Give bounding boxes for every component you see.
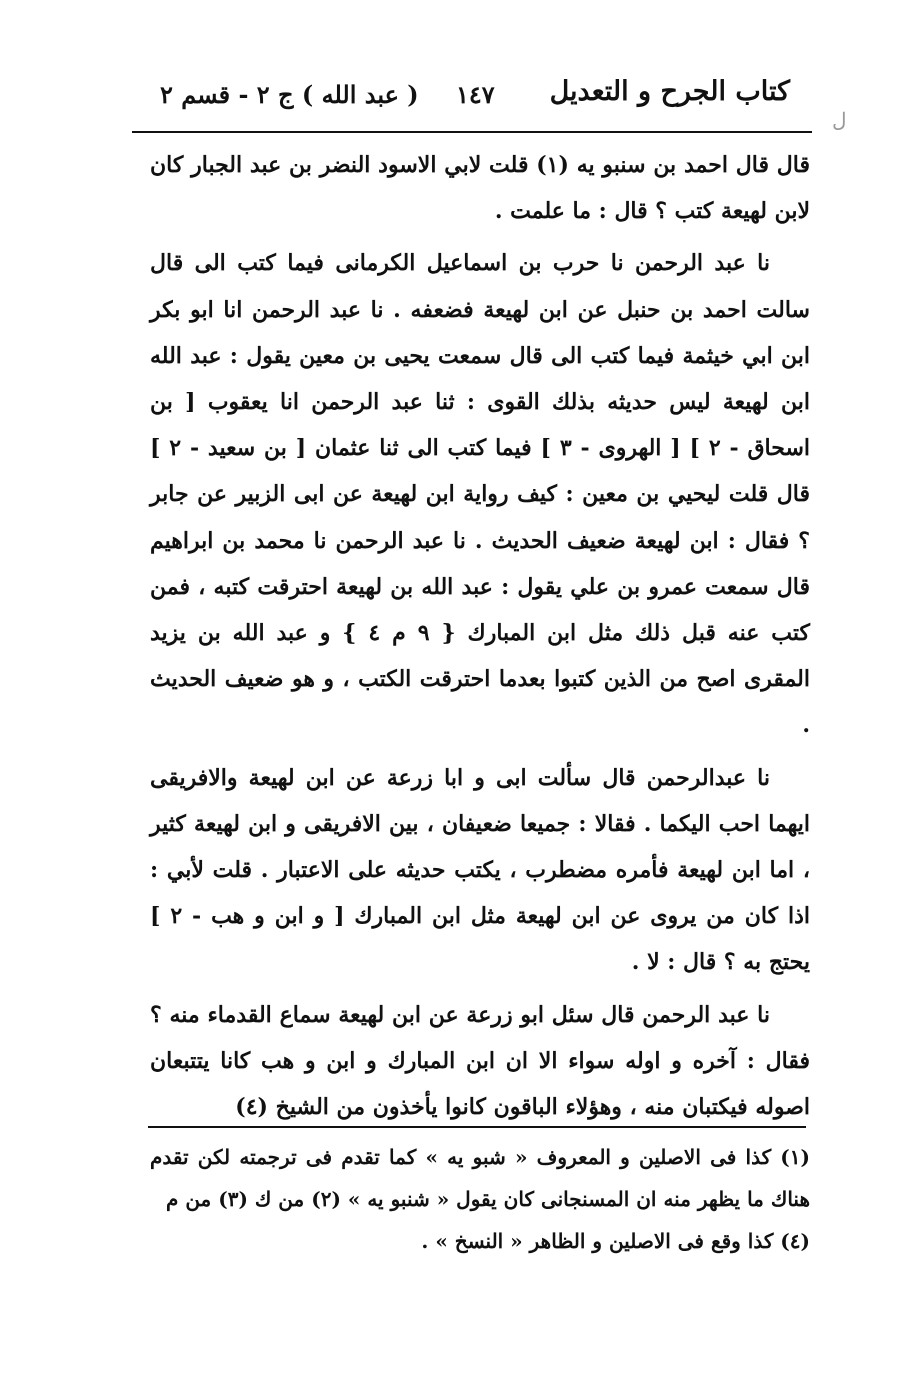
main-text [150,142,810,1130]
paragraph: قال قال احمد بن سنبو يه (١) قلت لابي الاسود النضر بن عبد الجبار كان لابن لهيعة كتب ؟ قال : ما علمت . [150,152,810,225]
paragraph: نا عبد الرحمن نا حرب بن اسماعيل الكرمانى فيما كتب الى قال سالت احمد بن حنبل عن ابن لهيعة فضعفه . نا عبد الرحمن انا ابو بكر ابن ابي خيثمة فيما كتب الى قال سمعت يحيى بن معين يقول : عبد الله ابن لهيعة ليس حديثه بذلك القوى : ثنا عبد الرحمن انا يعقوب [ بن اسحاق - ٢ ] [ الهروى - ٣ ] فيما كتب الى ثنا عثمان [ بن سعيد - ٢ ] قال قلت ليحيي بن معين : كيف رواية ابن لهيعة عن ابى الزبير عن جابر ؟ فقال : ابن لهيعة ضعيف الحديث . نا عبد الرحمن نا محمد بن ابراهيم قال سمعت عمرو بن علي يقول : عبد الله بن لهيعة احترقت كتبه ، فمن كتب عنه قبل ذلك مثل ابن المبارك { ٩ م ٤ } و عبد الله بن يزيد المقرى اصح من الذين كتبوا بعدما احترقت الكتب ، و هو ضعيف الحديث . [150,250,811,739]
page-number: ١٤٧ [456,80,495,109]
running-header [160,72,790,124]
section-label: ( عبد الله ) ج ٢ - قسم ٢ [160,80,419,109]
paragraph: نا عبدالرحمن قال سألت ابى و ابا زرعة عن ابن لهيعة والافريقى ايهما احب اليكما . فقالا : جميعا ضعيفان ، بين الافريقى و ابن لهيعة كثير ، اما ابن لهيعة فأمره مضطرب ، يكتب حديثه على الاعتبار . قلت لأبي : اذا كان من يروى عن ابن لهيعة مثل ابن المبارك [ و ابن و هب - ٢ ] يحتج به ؟ قال : لا . [150,764,810,976]
footnote: (١) كذا فى الاصلين و المعروف « شبو يه » كما تقدم فى ترجمته لكن تقدم هناك ما يظهر منه ان المسنجانى كان يقول « شنبو يه » (٢) من ك (٣) من م [150,1145,810,1211]
margin-mark: ل [832,108,847,132]
book-title: كتاب الجرح و التعديل [549,76,790,107]
footnote: (٤) كذا وقع فى الاصلين و الظاهر « النسخ » . [421,1229,810,1253]
paragraph: نا عبد الرحمن قال سئل ابو زرعة عن ابن لهيعة سماع القدماء منه ؟ فقال : آخره و اوله سواء الا ان ابن المبارك و ابن و هب كانا يتتبعان اصوله فيكتبان منه ، وهؤلاء الباقون كانوا يأخذون من الشيخ (٤) [150,1001,810,1121]
footnote-rule [148,1126,806,1128]
footnotes [150,1136,810,1262]
header-rule [132,131,812,133]
